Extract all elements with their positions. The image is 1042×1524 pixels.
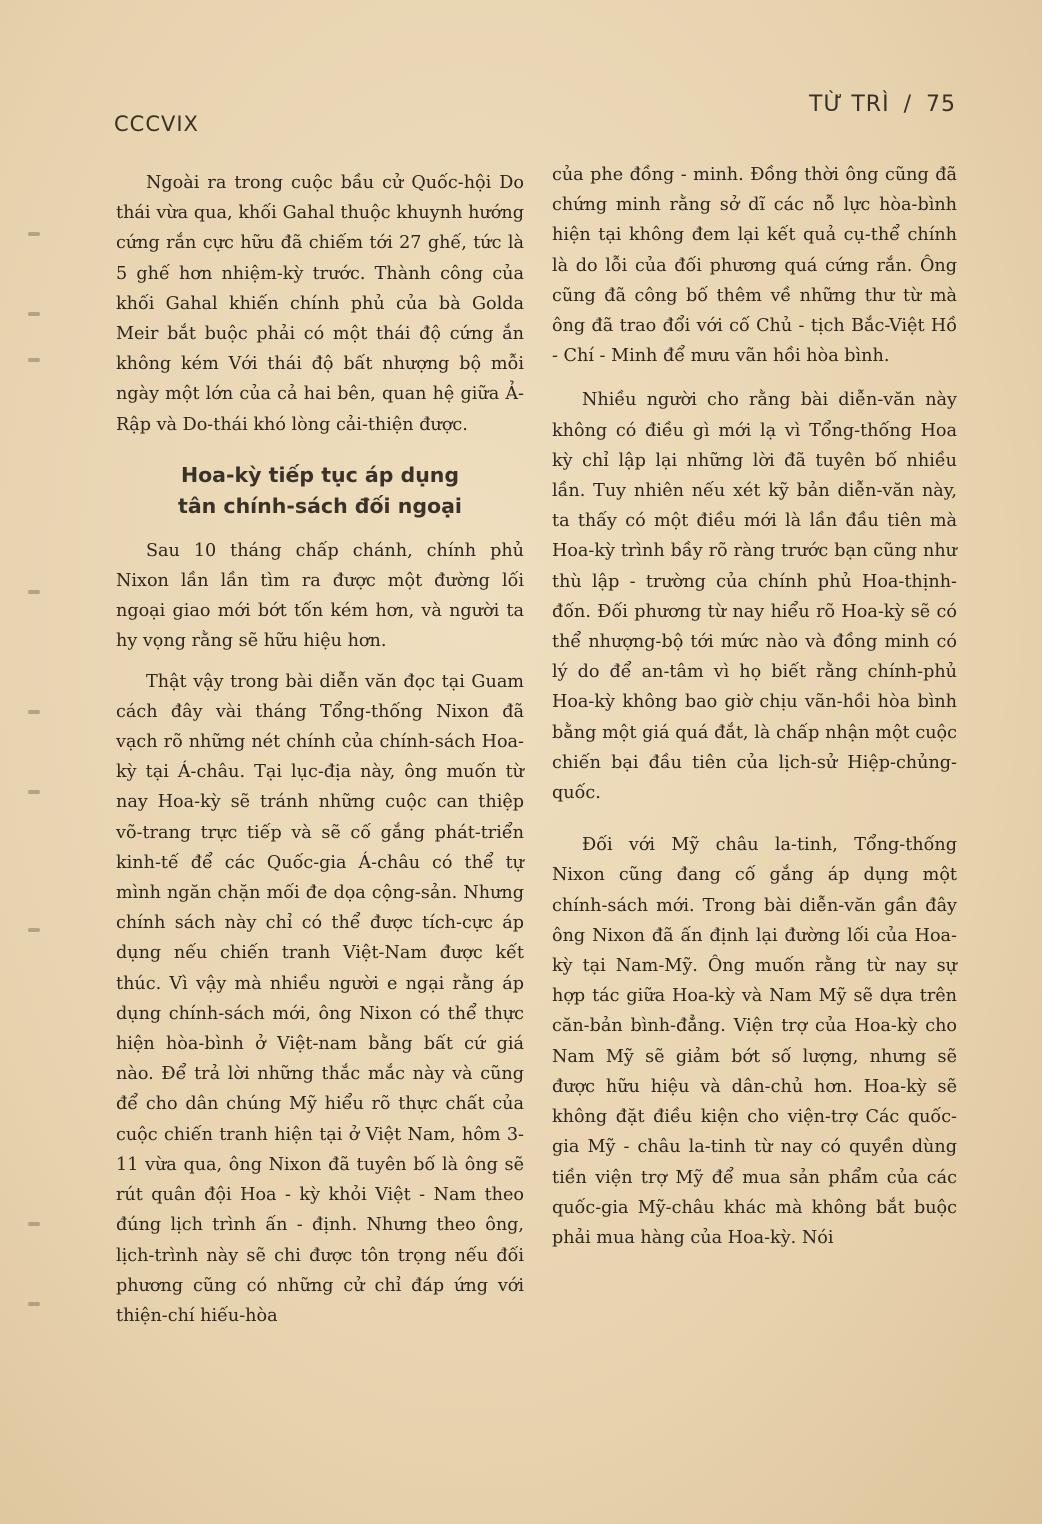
section-heading-line: Hoa-kỳ tiếp tục áp dụng: [180, 462, 460, 487]
binding-hole: [28, 358, 40, 362]
binding-hole: [28, 232, 40, 236]
paragraph: của phe đồng - minh. Đồng thời ông cũng đã chứng minh rằng sở dĩ các nỗ lực hòa-bình hiện tại không đem lại kết quả cụ-thể chính là do lỗi của đối phương quá cứng rắn. Ông cũng đã công bố thêm về những thư từ mà ông đã trao đổi với cố Chủ - tịch Bắc-Việt Hồ - Chí - Minh để mưu vãn hồi hòa bình.: [552, 165, 957, 367]
paragraph: Nhiều người cho rằng bài diễn-văn này không có điều gì mới lạ vì Tổng-thống Hoa kỳ chỉ lập lại những lời đã tuyên bố nhiều lần. Tuy nhiên nếu xét kỹ bản diễn-văn này, ta thấy có một điều mới là lần đầu tiên mà Hoa-kỳ trình bầy rõ ràng trước bạn cũng như thù lập - trường của chính phủ Hoa-thịnh-đốn. Đối phương từ nay hiểu rõ Hoa-kỳ sẽ có thể nhượng-bộ tới mức nào và đồng minh có lý do để an-tâm vì họ biết rằng chính-phủ Hoa-kỳ không bao giờ chịu vãn-hồi hòa bình bằng một giá quá đắt, là chấp nhận một cuộc chiến bại đầu tiên của lịch-sử Hiệp-chủng-quốc.: [552, 390, 957, 804]
binding-hole: [28, 1222, 40, 1226]
running-header-left: CCCVIX: [114, 112, 199, 136]
page-number: 75: [926, 92, 956, 117]
binding-hole: [28, 928, 40, 932]
binding-hole: [28, 312, 40, 316]
binding-hole: [28, 590, 40, 594]
binding-hole: [28, 710, 40, 714]
left-column: [116, 168, 524, 1331]
paragraph: Sau 10 tháng chấp chánh, chính phủ Nixon lần lần tìm ra được một đường lối ngoại giao mới bớt tốn kém hơn, và người ta hy vọng rằng sẽ hữu hiệu hơn.: [116, 540, 524, 652]
paragraph: Ngoài ra trong cuộc bầu cử Quốc-hội Do thái vừa qua, khối Gahal thuộc khuynh hướng cứng rắn cực hữu đã chiếm tới 27 ghế, tức là 5 ghế hơn nhiệm-kỳ trước. Thành công của khối Gahal khiến chính phủ của bà Golda Meir bắt buộc phải có một thái độ cứng ắn không kém Với thái độ bất nhượng bộ mỗi ngày một lớn của cả hai bên, quan hệ giữa Ả-Rập và Do-thái khó lòng cải-thiện được.: [116, 173, 524, 435]
binding-hole: [28, 790, 40, 794]
header-separator: /: [903, 92, 912, 117]
paragraph: Thật vậy trong bài diễn văn đọc tại Guam cách đây vài tháng Tổng-thống Nixon đã vạch rõ những nét chính của chính-sách Hoa-kỳ tại Á-châu. Tại lục-địa này, ông muốn từ nay Hoa-kỳ sẽ tránh những cuộc can thiệp võ-trang trực tiếp và sẽ cố gắng phát-triển kinh-tế để các Quốc-gia Á-châu có thể tự mình ngăn chặn mối đe dọa cộng-sản. Nhưng chính sách này chỉ có thể được tích-cực áp dụng nếu chiến tranh Việt-Nam được kết thúc. Vì vậy mà nhiều người e ngại rằng áp dụng chính-sách mới, ông Nixon có thể thực hiện hòa-bình ở Việt-nam bằng bất cứ giá nào. Để trả lời những thắc mắc này và cũng để cho dân chúng Mỹ hiểu rõ thực chất của cuộc chiến tranh hiện tại ở Việt Nam, hôm 3-11 vừa qua, ông Nixon đã tuyên bố là ông sẽ rút quân đội Hoa - kỳ khỏi Việt - Nam theo đúng lịch trình ấn - định. Nhưng theo ông, lịch-trình này sẽ chi được tôn trọng nếu đối phương cũng có những cử chỉ đáp ứng với thiện-chí hiếu-hòa: [116, 671, 524, 1326]
chapter-title: TỪ TRÌ: [809, 92, 890, 117]
paragraph: Đối với Mỹ châu la-tinh, Tổng-thống Nixon cũng đang cố gắng áp dụng một chính-sách mới. Trong bài diễn-văn gần đây ông Nixon đã ấn định lại đường lối của Hoa-kỳ tại Nam-Mỹ. Ông muốn rằng từ nay sự hợp tác giữa Hoa-kỳ và Nam Mỹ sẽ dựa trên căn-bản bình-đẳng. Viện trợ của Hoa-kỳ cho Nam Mỹ sẽ giảm bớt số lượng, nhưng sẽ được hữu hiệu và dân-chủ hơn. Hoa-kỳ sẽ không đặt điều kiện cho viện-trợ Các quốc-gia Mỹ - châu la-tinh từ nay có quyền dùng tiền viện trợ Mỹ để mua sản phẩm của các quốc-gia Mỹ-châu khác mà không bắt buộc phải mua hàng của Hoa-kỳ. Nói: [552, 835, 957, 1248]
right-column: [552, 160, 957, 1253]
running-header-right: [809, 92, 956, 117]
binding-hole: [28, 1302, 40, 1306]
section-heading: [116, 460, 524, 522]
section-heading-line: tân chính-sách đối ngoại: [178, 493, 462, 518]
binding-holes: [28, 0, 48, 1524]
